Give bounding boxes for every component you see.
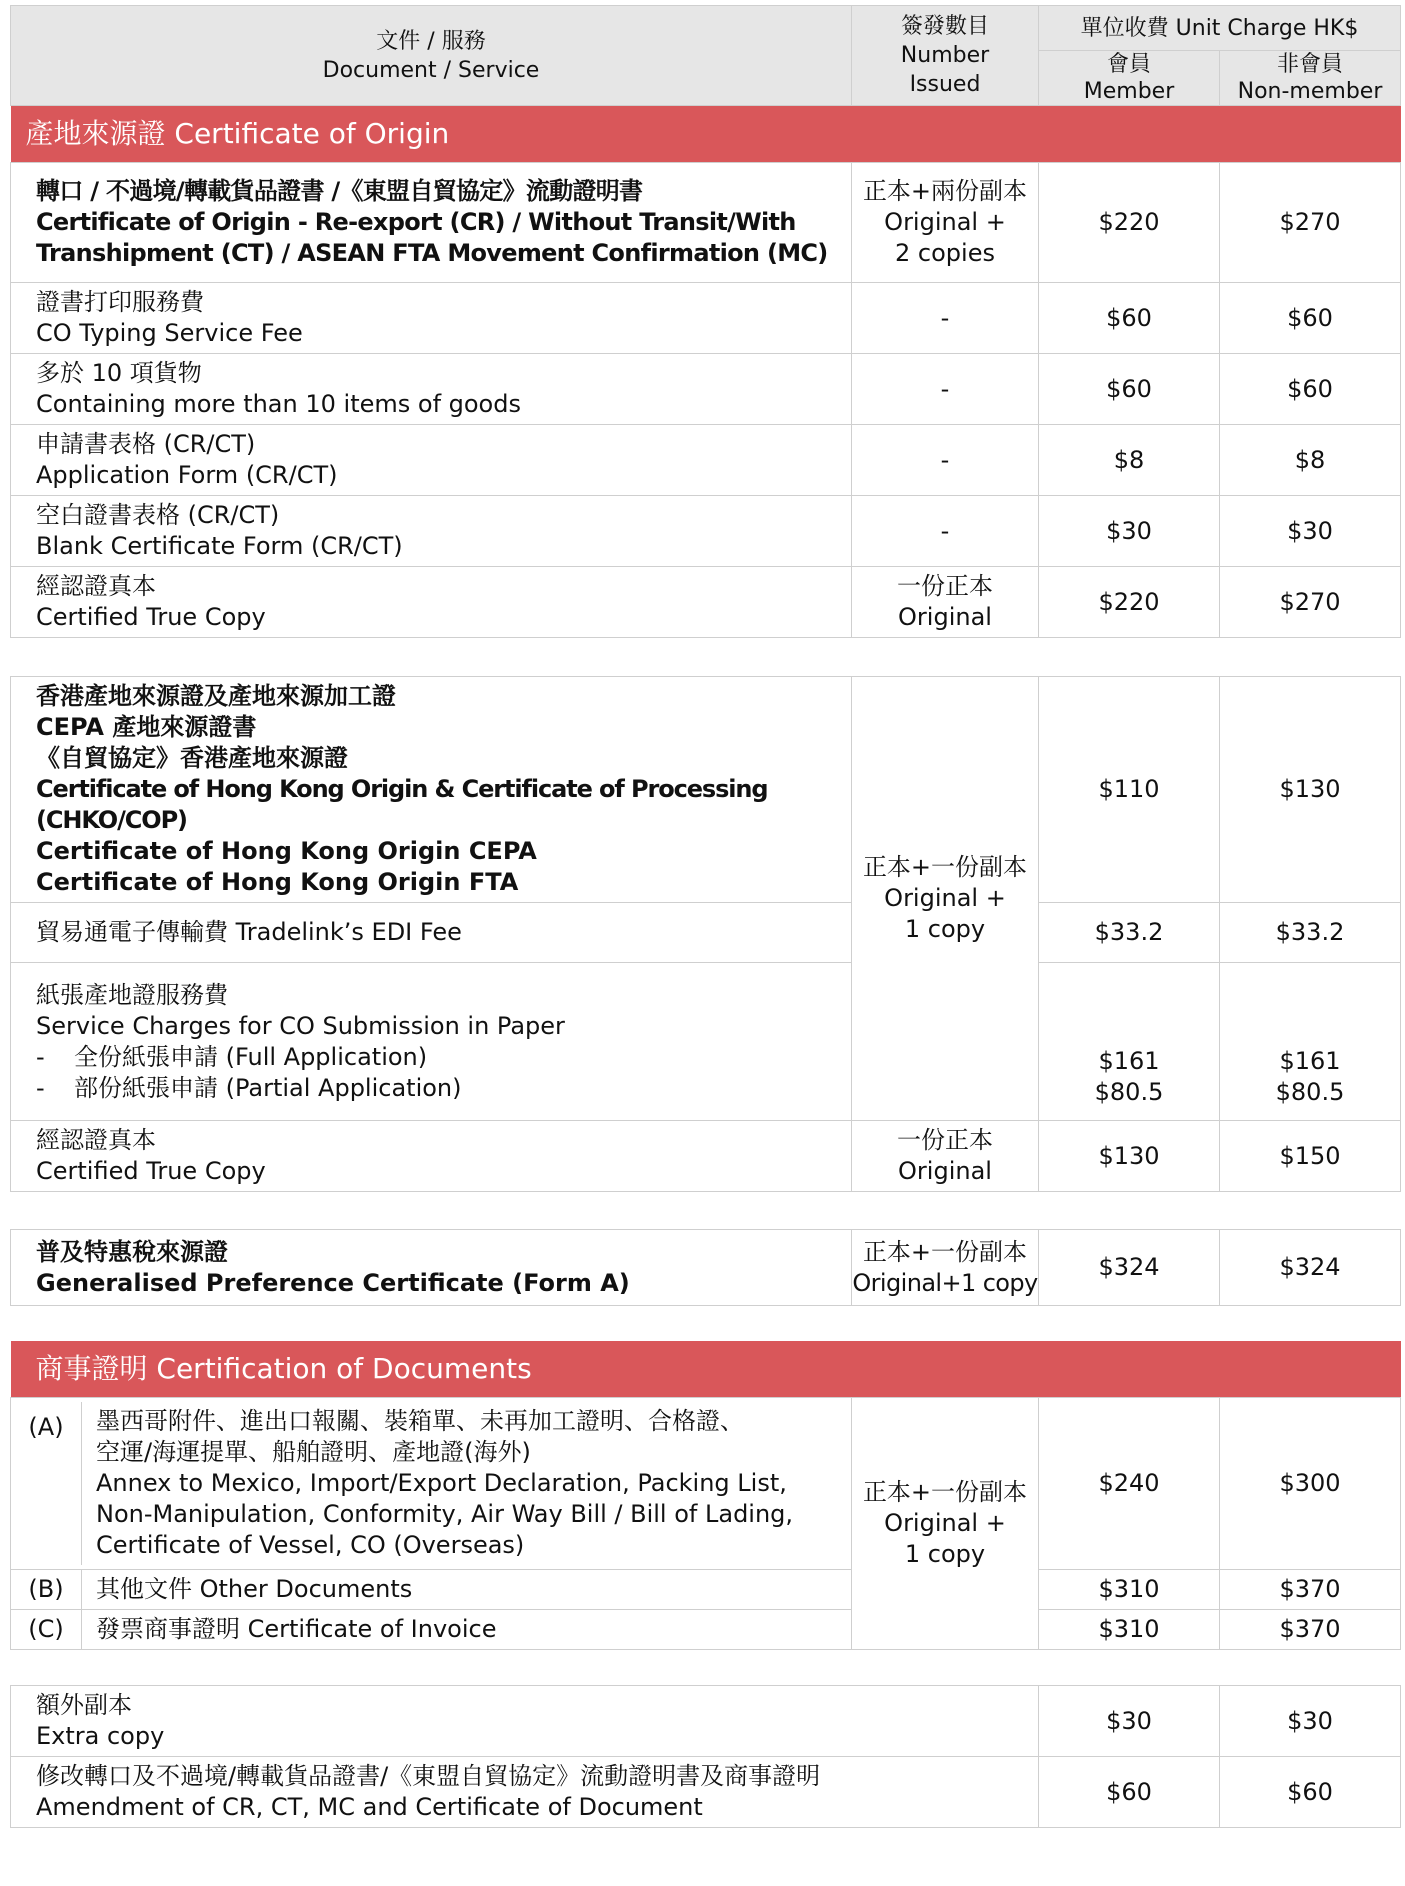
row-gsp-nonmember-price: $324 bbox=[1220, 1230, 1401, 1306]
row-extra-copy-member-price: $30 bbox=[1039, 1686, 1220, 1757]
row-gsp-issued: 正本+一份副本 Original+1 copy bbox=[852, 1230, 1039, 1306]
row-application-form-member-price: $8 bbox=[1039, 425, 1220, 496]
row-docs-b-member-price: $310 bbox=[1039, 1570, 1220, 1610]
row-docs-a-nonmember-price: $300 bbox=[1220, 1398, 1401, 1570]
row-docs-c-member-price: $310 bbox=[1039, 1610, 1220, 1650]
row-amendment-member-price: $60 bbox=[1039, 1757, 1220, 1828]
row-docs-a-tag: (A) bbox=[11, 1402, 82, 1565]
row-docs-b-tag: (B) bbox=[11, 1570, 82, 1609]
table-row bbox=[11, 425, 1401, 496]
gsp-form-a-table bbox=[10, 1229, 1401, 1306]
table-row bbox=[11, 1570, 1401, 1610]
hk-origin-issued: 正本+一份副本 Original + 1 copy bbox=[852, 677, 1039, 1121]
table-row bbox=[11, 963, 1401, 1121]
row-application-form-description: 申請書表格 (CR/CT) Application Form (CR/CT) bbox=[11, 425, 852, 496]
row-chko-description: 香港產地來源證及產地來源加工證 CEPA 產地來源證書 《自貿協定》香港產地來源證 Certificate of Hong Kong Origin & Certificate of Processing (CHKO/COP) Certificate of Hong Kong Origin CEPA Certificate of Hong Kong Origin FTA bbox=[11, 677, 852, 903]
table-row bbox=[11, 496, 1401, 567]
row-docs-c-tag: (C) bbox=[11, 1610, 82, 1649]
header-unit-charge: 單位收費 Unit Charge HK$ bbox=[1039, 6, 1401, 51]
row-application-form-nonmember-price: $8 bbox=[1220, 425, 1401, 496]
paper-full-application: - 全份紙張申請 (Full Application) bbox=[36, 1042, 428, 1071]
section-title-certification-of-documents: 商事證明 Certification of Documents bbox=[11, 1341, 1401, 1398]
row-blank-form-issued: - bbox=[852, 496, 1039, 567]
row-cr-ct-mc-nonmember-price: $270 bbox=[1220, 163, 1401, 283]
row-more-items-member-price: $60 bbox=[1039, 354, 1220, 425]
table-row bbox=[11, 903, 1401, 963]
row-ctc-nonmember-price: $270 bbox=[1220, 567, 1401, 638]
row-extra-copy-nonmember-price: $30 bbox=[1220, 1686, 1401, 1757]
row-application-form-issued: - bbox=[852, 425, 1039, 496]
table-row bbox=[11, 1686, 1401, 1757]
table-row bbox=[11, 1121, 1401, 1192]
table-row bbox=[11, 567, 1401, 638]
row-gsp-member-price: $324 bbox=[1039, 1230, 1220, 1306]
row-cr-ct-mc-description: 轉口 / 不過境/轉載貨品證書 /《東盟自貿協定》流動證明書 Certificate of Origin - Re-export (CR) / Without Transit/With Transhipment (CT) / ASEAN FTA Movement Confirmation (MC) bbox=[11, 163, 852, 283]
table-row bbox=[11, 163, 1401, 283]
paper-partial-application: - 部份紙張申請 (Partial Application) bbox=[36, 1073, 462, 1102]
table-row bbox=[11, 1610, 1401, 1650]
table-row bbox=[11, 677, 1401, 903]
row-co-typing-description: 證書打印服務費 CO Typing Service Fee bbox=[11, 283, 852, 354]
row-extra-copy-description: 額外副本 Extra copy bbox=[11, 1686, 1039, 1757]
header-non-member: 非會員 Non-member bbox=[1220, 51, 1401, 106]
row-docs-b-nonmember-price: $370 bbox=[1220, 1570, 1401, 1610]
row-more-items-issued: - bbox=[852, 354, 1039, 425]
row-paper-submission-nonmember-price: $161 $80.5 bbox=[1220, 963, 1401, 1121]
table-row bbox=[11, 1398, 1401, 1570]
row-gsp-description: 普及特惠稅來源證 Generalised Preference Certificate (Form A) bbox=[11, 1230, 852, 1306]
extra-copy-amendment-table bbox=[10, 1685, 1401, 1828]
row-ctc-issued: 一份正本 Original bbox=[852, 567, 1039, 638]
header-document-service: 文件 / 服務 Document / Service bbox=[11, 6, 852, 106]
section-title-certificate-of-origin: 產地來源證 Certificate of Origin bbox=[11, 106, 1401, 163]
row-ctc-member-price: $220 bbox=[1039, 567, 1220, 638]
row-docs-a-description: (A) 墨西哥附件、進出口報關、裝箱單、未再加工證明、合格證、 空運/海運提單、船舶證明、產地證(海外) Annex to Mexico, Import/Export Declaration, Packing List, Non-Manipulation, Conformity, Air Way Bill / Bill of Lading, Certificate of Vessel, CO (Overseas) bbox=[11, 1398, 852, 1570]
row-hk-ctc-issued: 一份正本 Original bbox=[852, 1121, 1039, 1192]
row-chko-member-price: $110 bbox=[1039, 677, 1220, 903]
table-row bbox=[11, 283, 1401, 354]
table-row bbox=[11, 1230, 1401, 1306]
row-edi-fee-member-price: $33.2 bbox=[1039, 903, 1220, 963]
row-cr-ct-mc-issued: 正本+兩份副本 Original + 2 copies bbox=[852, 163, 1039, 283]
docs-issued: 正本+一份副本 Original + 1 copy bbox=[852, 1398, 1039, 1650]
header-member: 會員 Member bbox=[1039, 51, 1220, 106]
row-docs-a-member-price: $240 bbox=[1039, 1398, 1220, 1570]
table-row bbox=[11, 1757, 1401, 1828]
row-edi-fee-description: 貿易通電子傳輸費 Tradelink’s EDI Fee bbox=[11, 903, 852, 963]
row-amendment-nonmember-price: $60 bbox=[1220, 1757, 1401, 1828]
row-amendment-description: 修改轉口及不過境/轉載貨品證書/《東盟自貿協定》流動證明書及商事證明 Amendment of CR, CT, MC and Certificate of Document bbox=[11, 1757, 1039, 1828]
row-edi-fee-nonmember-price: $33.2 bbox=[1220, 903, 1401, 963]
certification-of-documents-table bbox=[10, 1341, 1401, 1650]
row-chko-nonmember-price: $130 bbox=[1220, 677, 1401, 903]
row-hk-ctc-member-price: $130 bbox=[1039, 1121, 1220, 1192]
hong-kong-origin-table bbox=[10, 676, 1401, 1192]
row-blank-form-member-price: $30 bbox=[1039, 496, 1220, 567]
row-more-items-description: 多於 10 項貨物 Containing more than 10 items of goods bbox=[11, 354, 852, 425]
row-co-typing-nonmember-price: $60 bbox=[1220, 283, 1401, 354]
row-blank-form-description: 空白證書表格 (CR/CT) Blank Certificate Form (CR/CT) bbox=[11, 496, 852, 567]
certificate-of-origin-table bbox=[10, 5, 1401, 638]
row-paper-submission-member-price: $161 $80.5 bbox=[1039, 963, 1220, 1121]
row-ctc-description: 經認證真本 Certified True Copy bbox=[11, 567, 852, 638]
row-hk-ctc-description: 經認證真本 Certified True Copy bbox=[11, 1121, 852, 1192]
row-docs-b-description: (B) 其他文件 Other Documents bbox=[11, 1570, 852, 1610]
row-docs-c-description: (C) 發票商事證明 Certificate of Invoice bbox=[11, 1610, 852, 1650]
row-paper-submission-description: 紙張產地證服務費 Service Charges for CO Submission in Paper - 全份紙張申請 (Full Application) - 部份紙張申請 (Partial Application) bbox=[11, 963, 852, 1121]
row-cr-ct-mc-member-price: $220 bbox=[1039, 163, 1220, 283]
header-number-issued: 簽發數目 Number Issued bbox=[852, 6, 1039, 106]
row-co-typing-member-price: $60 bbox=[1039, 283, 1220, 354]
row-co-typing-issued: - bbox=[852, 283, 1039, 354]
row-docs-c-nonmember-price: $370 bbox=[1220, 1610, 1401, 1650]
row-more-items-nonmember-price: $60 bbox=[1220, 354, 1401, 425]
table-row bbox=[11, 354, 1401, 425]
row-hk-ctc-nonmember-price: $150 bbox=[1220, 1121, 1401, 1192]
row-blank-form-nonmember-price: $30 bbox=[1220, 496, 1401, 567]
